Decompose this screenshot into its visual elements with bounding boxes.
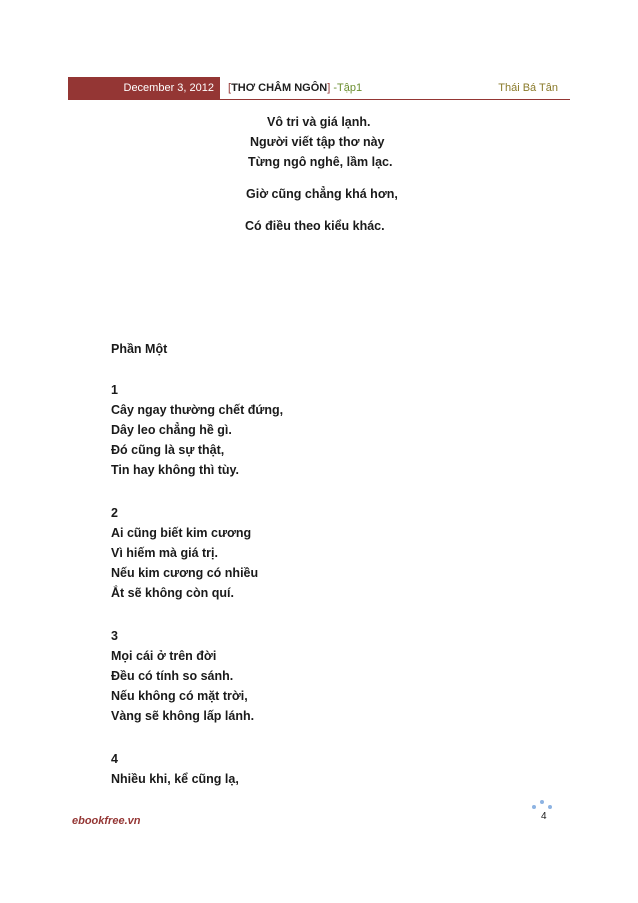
header-title [228, 77, 362, 99]
stanza-line: Mọi cái ở trên đời [111, 649, 217, 663]
header-divider [68, 99, 570, 100]
header-title-main: THƠ CHÂM NGÔN [231, 82, 328, 94]
stanza-number: 4 [111, 752, 118, 766]
intro-line: Từng ngô nghê, lầm lạc. [248, 155, 393, 169]
page-number: 4 [541, 811, 547, 822]
intro-line: Giờ cũng chẳng khá hơn, [246, 187, 398, 201]
header-date: December 3, 2012 [68, 77, 220, 99]
stanza-number: 1 [111, 383, 118, 397]
stanza [111, 503, 258, 603]
stanza-line: Nếu kim cương có nhiều [111, 566, 259, 580]
header-title-open-bracket: [ [228, 82, 232, 94]
stanza-line: Tin hay không thì tùy. [111, 463, 240, 477]
header-title-sub: -Tập1 [333, 82, 363, 94]
stanza [111, 380, 283, 480]
stanza-line: Nhiều khi, kể cũng lạ, [111, 772, 239, 786]
stanza-line: Ai cũng biết kim cương [111, 526, 252, 540]
intro-line: Có điều theo kiểu khác. [245, 219, 385, 233]
intro-line: Người viết tập thơ này [250, 135, 385, 149]
stanza-number: 3 [111, 629, 118, 643]
stanza-line: Nếu không có mặt trời, [111, 689, 248, 703]
page-header [68, 77, 570, 99]
stanza-line: Dây leo chẳng hề gì. [111, 423, 232, 437]
stanza-line: Đều có tính so sánh. [111, 669, 234, 683]
intro-line: Vô tri và giá lạnh. [267, 115, 371, 129]
stanza-line: Đó cũng là sự thật, [111, 443, 225, 457]
stanza-line: Vàng sẽ không lấp lánh. [111, 709, 255, 723]
stanza [111, 749, 239, 789]
header-title-close-bracket: ] [327, 82, 331, 94]
stanza-line: Ắt sẽ không còn quí. [111, 586, 234, 600]
footer-source-link[interactable]: ebookfree.vn [72, 815, 141, 827]
stanza-number: 2 [111, 506, 118, 520]
stanza [111, 626, 254, 726]
section-title: Phần Một [111, 342, 168, 356]
header-author: Thái Bá Tân [498, 82, 558, 94]
stanza-line: Vì hiếm mà giá trị. [111, 546, 218, 560]
stanza-line: Cây ngay thường chết đứng, [111, 403, 284, 417]
